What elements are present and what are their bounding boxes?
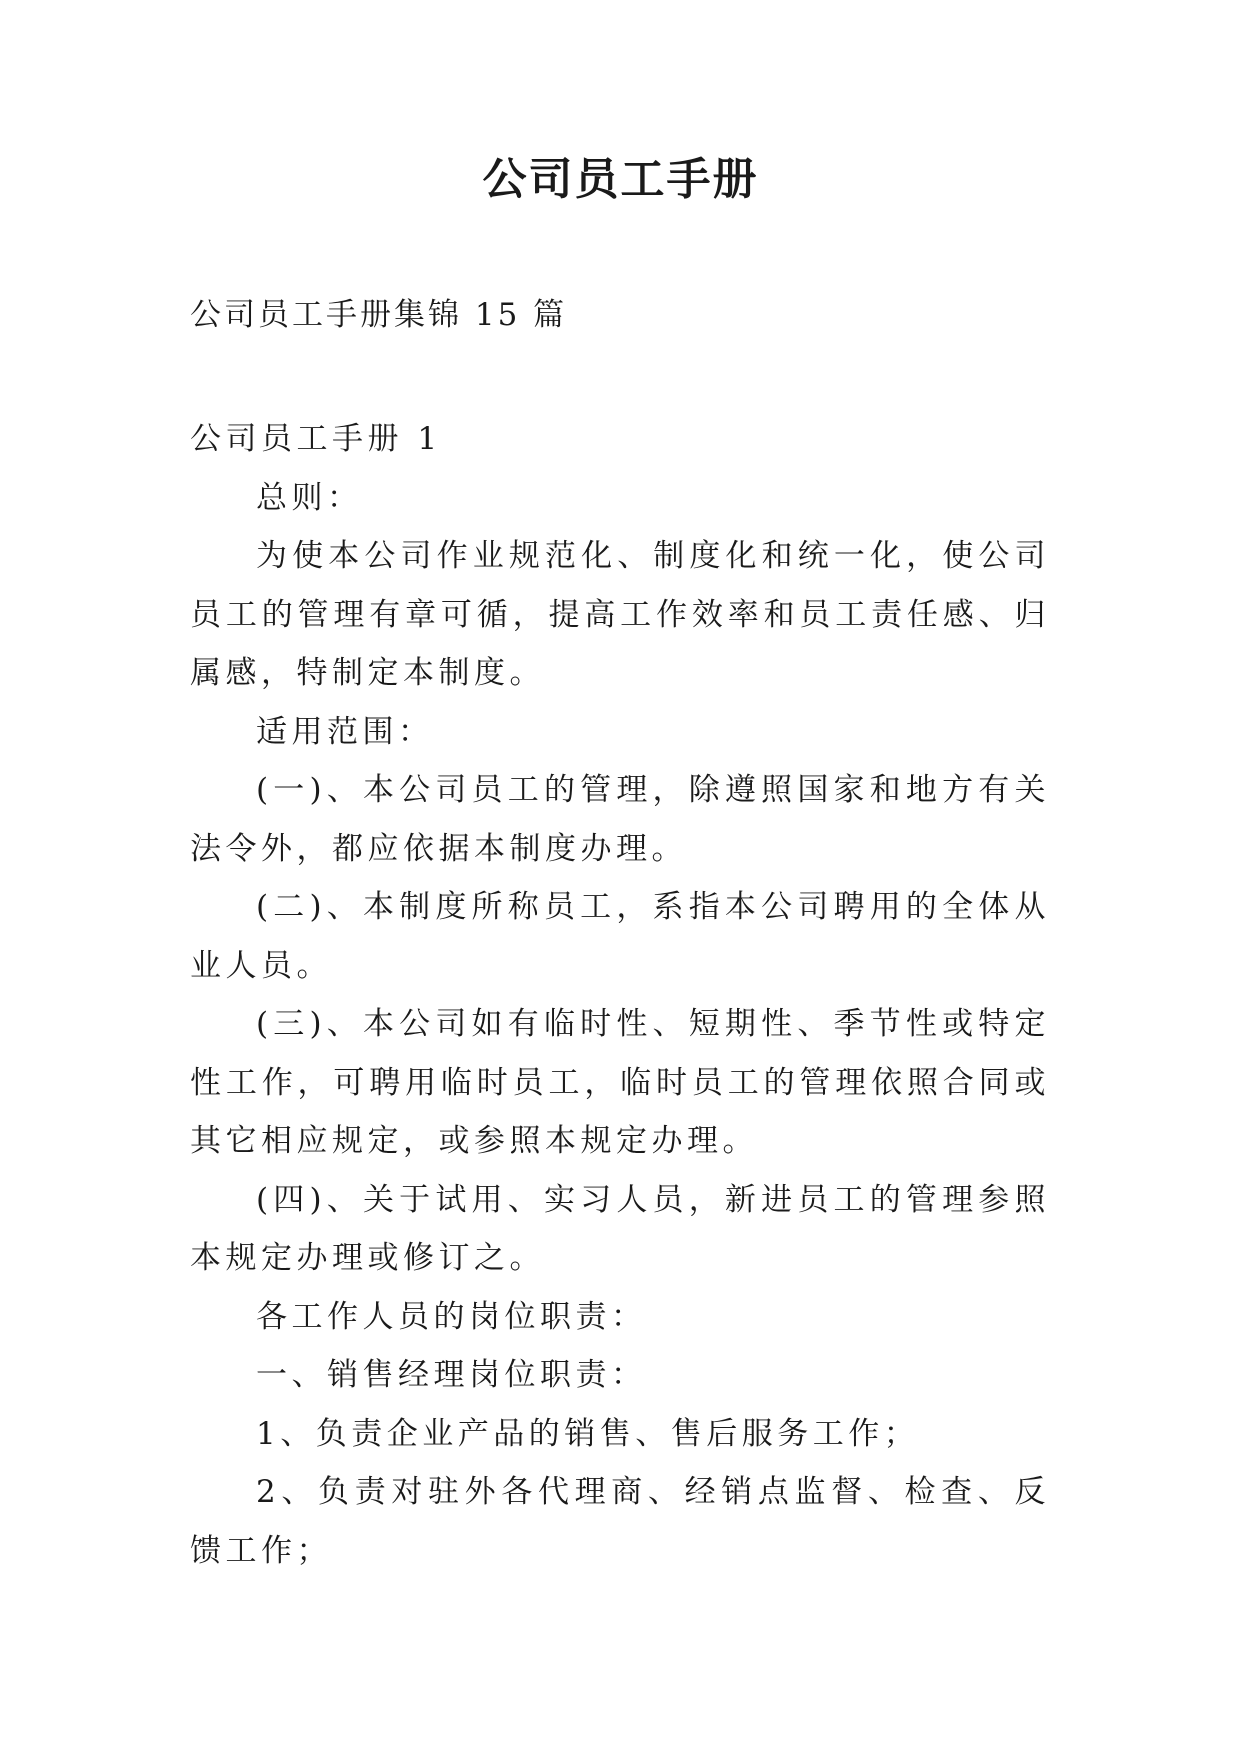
section-heading: 公司员工手册 1 bbox=[190, 421, 442, 457]
document-title: 公司员工手册 bbox=[482, 154, 759, 205]
paragraph-scope-item-4: (四)、关于试用、实习人员，新进员工的管理参照本规定办理或修订之。 bbox=[190, 1181, 1050, 1276]
paragraph-sales-manager-heading: 一、销售经理岗位职责： bbox=[256, 1357, 647, 1393]
paragraph-scope-item-3: (三)、本公司如有临时性、短期性、季节性或特定性工作，可聘用临时员工，临时员工的管理依照合同或其它相应规定，或参照本规定办理。 bbox=[190, 1006, 1050, 1159]
paragraph-duty-2: 2、负责对驻外各代理商、经销点监督、检查、反馈工作； bbox=[190, 1474, 1050, 1569]
paragraph-scope-heading: 适用范围： bbox=[256, 713, 434, 750]
document-body bbox=[190, 410, 1050, 1580]
paragraph-duties-heading: 各工作人员的岗位职责： bbox=[256, 1298, 647, 1335]
paragraph-general-principles: 总则： bbox=[256, 479, 363, 516]
paragraph-scope-item-2: (二)、本制度所称员工，系指本公司聘用的全体从业人员。 bbox=[190, 889, 1050, 984]
paragraph-purpose: 为使本公司作业规范化、制度化和统一化，使公司员工的管理有章可循，提高工作效率和员工责任感、归属感，特制定本制度。 bbox=[190, 538, 1050, 691]
document-subtitle: 公司员工手册集锦 15 篇 bbox=[190, 297, 568, 333]
paragraph-duty-1: 1、负责企业产品的销售、售后服务工作； bbox=[256, 1415, 920, 1452]
paragraph-scope-item-1: (一)、本公司员工的管理，除遵照国家和地方有关法令外，都应依据本制度办理。 bbox=[190, 772, 1050, 867]
